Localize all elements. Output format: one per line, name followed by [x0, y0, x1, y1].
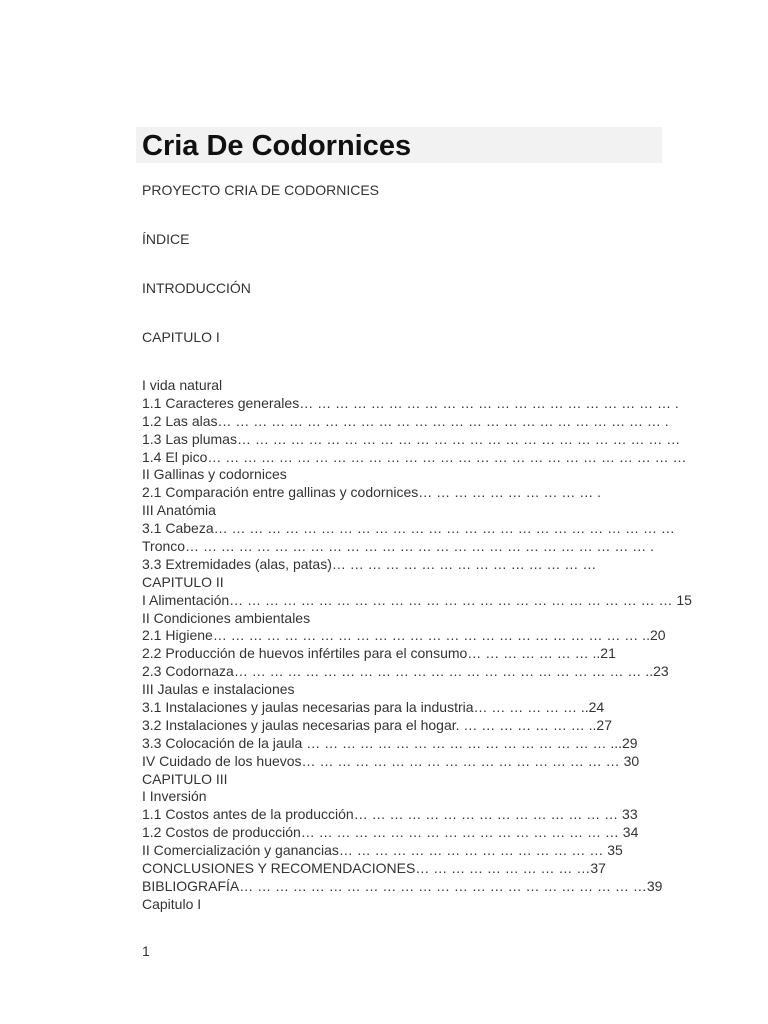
toc-entry: I vida natural	[142, 377, 223, 393]
toc-entry: III Jaulas e instalaciones	[142, 681, 295, 698]
toc-entry: 1.1 Caracteres generales… … … … … … … … … … … … … … … … … … … … … .	[142, 394, 679, 411]
toc-entry: CAPITULO II	[142, 573, 224, 590]
toc-entry: 1.2 Costos de producción… … … … … … … … … … … … … … … … … … 34	[142, 824, 639, 841]
toc-entry: 3.3 Colocación de la jaula … … … … … … … … … … … … … … … … … ...29	[142, 734, 638, 751]
toc-entry: 2.2 Producción de huevos infértiles para el consumo… … … … … … … ..21	[142, 645, 616, 662]
project-heading: PROYECTO CRIA DE CODORNICES	[142, 182, 380, 198]
toc-entry: 1.1 Costos antes de la producción… … … … … … … … … … … … … … … 33	[142, 806, 638, 823]
chapter-heading: CAPITULO I	[142, 329, 220, 345]
toc-entry: I Inversión	[142, 788, 207, 805]
page-number: 1	[142, 943, 150, 959]
toc-entry: 3.1 Instalaciones y jaulas necesarias para la industria… … … … … … ..24	[142, 699, 605, 716]
toc-entry: Tronco… … … … … … … … … … … … … … … … … … … … … … … … … … .	[142, 538, 655, 555]
index-heading: ÍNDICE	[142, 231, 190, 247]
toc-entry: 1.3 Las plumas… … … … … … … … … … … … … … … … … … … … … … … … …	[142, 430, 681, 447]
toc-entry: III Anatómia	[142, 502, 216, 519]
toc-entry: II Comercialización y ganancias… … … … … … … … … … … … … … … 35	[142, 842, 623, 859]
toc-entry: II Gallinas y codornices	[142, 466, 287, 483]
toc-entry: 2.1 Higiene… … … … … … … … … … … … … … … … … … … … … … … … ..20	[142, 627, 666, 644]
introduction-heading: INTRODUCCIÓN	[142, 280, 251, 296]
toc-entry: 3.1 Cabeza… … … … … … … … … … … … … … … … … … … … … … … … … …	[142, 520, 675, 537]
toc-entry: BIBLIOGRAFÍA… … … … … … … … … … … … … … … … … … … … … … …39	[142, 877, 663, 894]
document-title: Cria De Codornices	[142, 130, 412, 162]
toc-entry: IV Cuidado de los huevos… … … … … … … … … … … … … … … … … … 30	[142, 752, 640, 769]
toc-entry: 2.3 Codornaza… … … … … … … … … … … … … … … … … … … … … … … ..23	[142, 663, 669, 680]
toc-entry: 3.3 Extremidades (alas, patas)… … … … … … … … … … … … … … …	[142, 555, 597, 572]
toc-entry: CAPITULO III	[142, 770, 228, 787]
toc-entry: Capitulo I	[142, 895, 202, 912]
toc-entry: I Alimentación… … … … … … … … … … … … … … … … … … … … … … … … … 15	[142, 591, 692, 608]
toc-entry: 3.2 Instalaciones y jaulas necesarias para el hogar. … … … … … … … ..27	[142, 716, 612, 733]
table-of-contents	[142, 377, 692, 914]
toc-entry: 1.4 El pico… … … … … … … … … … … … … … … … … … … … … … … … … … …	[142, 448, 687, 465]
toc-entry: 2.1 Comparación entre gallinas y codornices… … … … … … … … … … .	[142, 484, 602, 501]
toc-entry: 1.2 Las alas… … … … … … … … … … … … … … … … … … … … … … … … … .	[142, 412, 669, 429]
toc-entry: CONCLUSIONES Y RECOMENDACIONES… … … … … … … … … …37	[142, 860, 606, 877]
toc-entry: II Condiciones ambientales	[142, 609, 311, 626]
